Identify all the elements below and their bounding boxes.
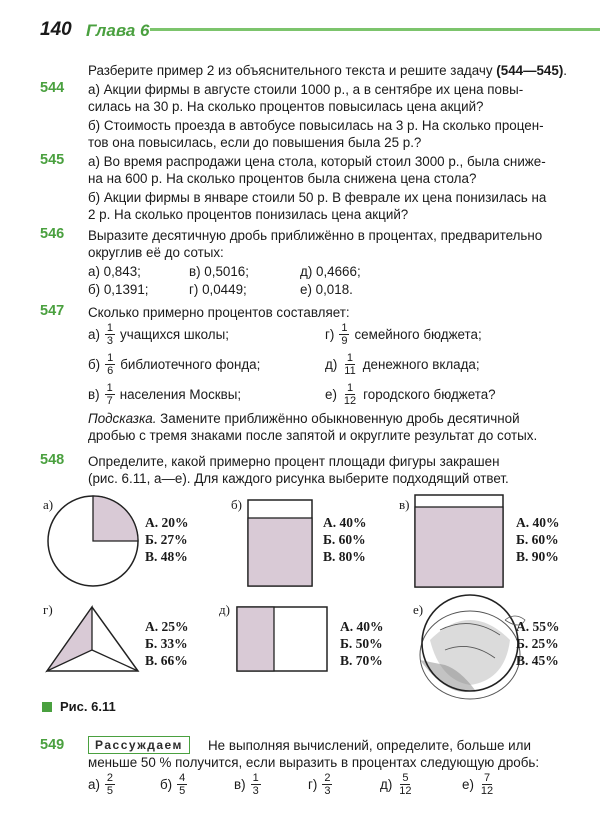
- denominator: 12: [399, 785, 412, 797]
- fraction: [251, 772, 261, 797]
- p547-item-b: [88, 352, 260, 377]
- figure-d-rect: [237, 607, 327, 671]
- p547-item-g: [325, 322, 482, 347]
- fraction: [342, 352, 357, 377]
- hint-text: Замените приближённо обыкновенную дробь десятичной: [160, 411, 520, 426]
- denominator: 6: [107, 365, 114, 377]
- option-a: А. 40%: [340, 619, 384, 634]
- p546-item-b: б) 0,1391;: [88, 282, 149, 297]
- problem-number-545: 545: [40, 152, 65, 168]
- p545-b-line2: 2 р. На сколько процентов понизилась цена акций?: [88, 207, 409, 222]
- item-label: д): [380, 777, 393, 792]
- item-text: библиотечного фонда;: [120, 357, 261, 372]
- p547-item-v: [88, 382, 241, 407]
- fraction: [105, 772, 115, 797]
- figure-e-options: [516, 618, 560, 669]
- denominator: 12: [480, 785, 494, 797]
- item-text: учащихся школы;: [120, 327, 229, 342]
- item-label: г): [325, 327, 335, 342]
- figure-g-triangle: [47, 607, 138, 671]
- denominator: 7: [106, 395, 113, 407]
- p545-a-line2: на на 600 р. На сколько процентов была снижена цена стола?: [88, 171, 477, 186]
- numerator: 2: [106, 772, 114, 784]
- item-label: а): [88, 777, 100, 792]
- denominator: 3: [106, 335, 114, 347]
- numerator: 1: [106, 322, 114, 334]
- p547-hint-line2: дробью с тремя знаками после запятой и округлите результат до сотых.: [88, 428, 538, 443]
- figure-b-rect: [248, 500, 312, 586]
- option-v: В. 66%: [145, 653, 188, 668]
- figure-a-circle: [48, 496, 138, 586]
- numerator: 2: [324, 772, 331, 784]
- option-a: А. 40%: [516, 515, 560, 530]
- denominator: 5: [106, 785, 114, 797]
- problem-number-544: 544: [40, 80, 65, 96]
- denominator: 5: [179, 785, 186, 797]
- option-v: В. 90%: [516, 549, 559, 564]
- p547-item-d: [325, 352, 480, 377]
- p545-a-line1: а) Во время распродажи цена стола, который стоил 3000 р., была сниже-: [88, 154, 546, 169]
- fraction: [105, 352, 115, 377]
- problem-number-546: 546: [40, 226, 65, 242]
- figure-caption: Рис. 6.11: [60, 699, 116, 714]
- intro-text: Разберите пример 2 из объяснительного текста и решите задачу: [88, 63, 493, 78]
- p549-item-d: [380, 772, 419, 797]
- fraction: [105, 382, 115, 407]
- fraction: [322, 772, 332, 797]
- figure-e-drawing: [420, 595, 525, 699]
- numerator: 7: [483, 772, 491, 784]
- p547-line1: Сколько примерно процентов составляет:: [88, 305, 350, 320]
- p546-item-g: г) 0,0449;: [189, 282, 247, 297]
- denominator: 11: [344, 365, 356, 377]
- figure-letter-e: е): [413, 602, 424, 617]
- p544-a-line1: а) Акции фирмы в августе стоили 1000 р., а в сентябре их цена повы-: [88, 82, 524, 97]
- problem-number-548: 548: [40, 452, 65, 468]
- p549-item-b: [160, 772, 192, 797]
- item-label: г): [308, 777, 318, 792]
- option-a: А. 20%: [145, 515, 189, 530]
- intro-end: .: [563, 63, 568, 78]
- option-a: А. 25%: [145, 619, 189, 634]
- figure-letter-a: а): [43, 497, 54, 512]
- figure-v-rect: [415, 495, 503, 587]
- chapter-title: Глава 6: [86, 21, 150, 40]
- option-v: В. 45%: [516, 653, 559, 668]
- p548-line2: (рис. 6.11, а—е). Для каждого рисунка выберите подходящий ответ.: [88, 471, 509, 486]
- intro-line: [88, 62, 567, 79]
- option-b: Б. 27%: [145, 532, 188, 547]
- numerator: 1: [346, 382, 354, 394]
- option-b: Б. 60%: [323, 532, 366, 547]
- denominator: 3: [324, 785, 331, 797]
- problem-number-547: 547: [40, 303, 65, 319]
- p549-item-g: [308, 772, 337, 797]
- reasoning-badge-wrap: [88, 736, 190, 754]
- figure-a-options: [145, 514, 189, 565]
- p546-line2: округлив её до сотых:: [88, 245, 224, 260]
- numerator: 1: [346, 352, 354, 364]
- figure-b-options: [323, 514, 367, 565]
- item-label: е): [325, 387, 337, 402]
- p547-item-a: [88, 322, 229, 347]
- item-label: б): [160, 777, 173, 792]
- item-label: в): [88, 387, 100, 402]
- option-b: Б. 33%: [145, 636, 188, 651]
- p546-item-a: а) 0,843;: [88, 264, 141, 279]
- numerator: 5: [402, 772, 409, 784]
- fraction: [177, 772, 187, 797]
- hint-word: Подсказка.: [88, 411, 157, 426]
- p546-item-e: е) 0,018.: [300, 282, 353, 297]
- p549-item-e: [462, 772, 500, 797]
- p546-item-d: д) 0,4666;: [300, 264, 361, 279]
- p544-b-line2: тов она повысилась, если до повышения была 25 р.?: [88, 135, 422, 150]
- item-label: в): [234, 777, 246, 792]
- numerator: 1: [252, 772, 259, 784]
- figure-letter-v: в): [399, 497, 410, 512]
- p549-line2: меньше 50 % получится, если выразить в процентах следующую дробь:: [88, 755, 540, 770]
- figure-g-options: [145, 618, 189, 669]
- numerator: 4: [179, 772, 186, 784]
- intro-ref: (544—545): [496, 63, 564, 78]
- item-label: е): [462, 777, 474, 792]
- option-b: Б. 25%: [516, 636, 559, 651]
- denominator: 3: [252, 785, 259, 797]
- option-b: Б. 60%: [516, 532, 559, 547]
- p547-hint-line1: [88, 410, 520, 427]
- figure-6-11: [0, 490, 600, 705]
- figure-letter-d: д): [219, 602, 230, 617]
- fraction: [479, 772, 495, 797]
- option-a: А. 55%: [516, 619, 560, 634]
- fraction: [397, 772, 413, 797]
- page-number: 140: [40, 19, 72, 40]
- item-text: семейного бюджета;: [354, 327, 482, 342]
- p544-b-line1: б) Стоимость проезда в автобусе повысилась на 3 р. На сколько процен-: [88, 118, 544, 133]
- item-text: городского бюджета?: [363, 387, 496, 402]
- option-v: В. 48%: [145, 549, 188, 564]
- numerator: 1: [107, 352, 114, 364]
- p546-line1: Выразите десятичную дробь приближённо в процентах, предварительно: [88, 228, 543, 243]
- item-text: денежного вклада;: [362, 357, 480, 372]
- p545-b-line1: б) Акции фирмы в январе стоили 50 р. В феврале их цена понизилась на: [88, 190, 547, 205]
- p549-line1: Не выполняя вычислений, определите, больше или: [208, 738, 531, 753]
- option-b: Б. 50%: [340, 636, 383, 651]
- caption-marker: [42, 702, 52, 712]
- fraction: [342, 382, 358, 407]
- item-text: населения Москвы;: [119, 387, 242, 402]
- figure-d-options: [340, 618, 384, 669]
- problem-number-549: 549: [40, 737, 65, 753]
- p549-item-v: [234, 772, 266, 797]
- p548-line1: Определите, какой примерно процент площади фигуры закрашен: [88, 454, 500, 469]
- figure-v-options: [516, 514, 560, 565]
- figure-letter-b: б): [231, 497, 242, 512]
- item-label: а): [88, 327, 100, 342]
- item-label: д): [325, 357, 338, 372]
- fraction: [339, 322, 349, 347]
- option-v: В. 70%: [340, 653, 383, 668]
- figure-letter-g: г): [43, 602, 53, 617]
- reasoning-badge: Рассуждаем: [88, 736, 190, 754]
- p549-item-a: [88, 772, 120, 797]
- p547-item-e: [325, 382, 496, 407]
- numerator: 1: [341, 322, 348, 334]
- p546-item-v: в) 0,5016;: [189, 264, 249, 279]
- option-a: А. 40%: [323, 515, 367, 530]
- option-v: В. 80%: [323, 549, 366, 564]
- denominator: 12: [343, 395, 357, 407]
- fraction: [105, 322, 115, 347]
- item-label: б): [88, 357, 101, 372]
- numerator: 1: [106, 382, 113, 394]
- denominator: 9: [341, 335, 348, 347]
- p544-a-line2: силась на 30 р. На сколько процентов повысилась цена акций?: [88, 99, 484, 114]
